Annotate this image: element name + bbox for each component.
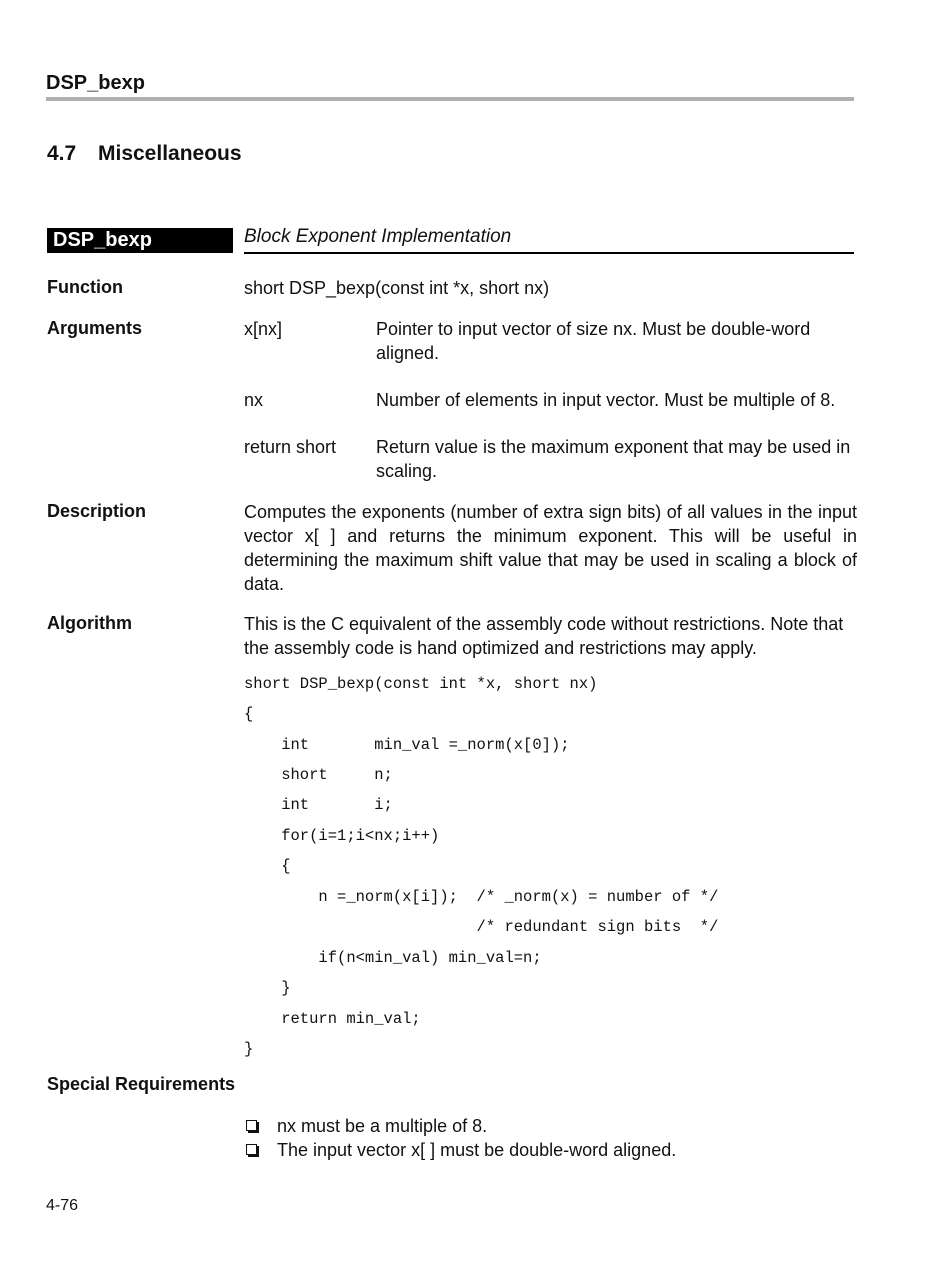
arguments-label: Arguments [47,318,143,338]
argument-description: Pointer to input vector of size nx. Must be double-word aligned. [376,319,811,363]
argument-name: return short [244,437,337,457]
argument-name: x[nx] [244,319,283,339]
function-title: Block Exponent Implementation [244,226,512,247]
algorithm-label: Algorithm [47,613,132,633]
requirement-text: nx must be a multiple of 8. [277,1116,488,1136]
description-text: Computes the exponents (number of extra sign bits) of all values in the input vector x[ ] and returns the minimum exponent. This will be useful in determining the maximum shift value that may be used in scaling a block of data. [244,502,857,594]
title-rule [244,252,854,254]
description-label: Description [47,501,147,521]
requirement-item [246,1114,897,1138]
argument-description: Number of elements in input vector. Must be multiple of 8. [376,390,836,410]
algorithm-text: This is the C equivalent of the assembly code without restrictions. Note that the assembly code is hand optimized and restrictions may apply. [244,614,844,658]
argument-name: nx [244,390,264,410]
checkbox-bullet-icon [246,1120,257,1131]
code-line: return min_val; [244,1010,421,1028]
code-line: } [244,979,291,997]
code-line: } [244,1040,254,1058]
requirement-text: The input vector x[ ] must be double-word aligned. [277,1140,677,1160]
page-number: 4-76 [46,1197,79,1214]
section-title: Miscellaneous [98,142,242,165]
code-line: int i; [244,796,393,814]
function-label: Function [47,277,123,297]
code-line: { [244,857,291,875]
section-number: 4.7 [47,142,77,165]
code-line: n =_norm(x[i]); /* _norm(x) = number of */ [244,888,719,906]
code-line: /* redundant sign bits */ [244,918,719,936]
code-line: short n; [244,766,393,784]
function-signature: short DSP_bexp(const int *x, short nx) [244,278,550,298]
header-rule [46,97,854,101]
code-line: int min_val =_norm(x[0]); [244,736,570,754]
section-heading [47,142,242,166]
code-line: { [244,705,254,723]
running-header: DSP_bexp [46,72,145,94]
requirement-item [246,1138,897,1162]
code-line: short DSP_bexp(const int *x, short nx) [244,675,598,693]
argument-description: Return value is the maximum exponent that may be used in scaling. [376,437,851,481]
checkbox-bullet-icon [246,1144,257,1155]
code-line: if(n<min_val) min_val=n; [244,949,542,967]
code-line: for(i=1;i<nx;i++) [244,827,440,845]
special-requirements-label: Special Requirements [47,1074,236,1094]
function-name-box: DSP_bexp [47,228,233,253]
